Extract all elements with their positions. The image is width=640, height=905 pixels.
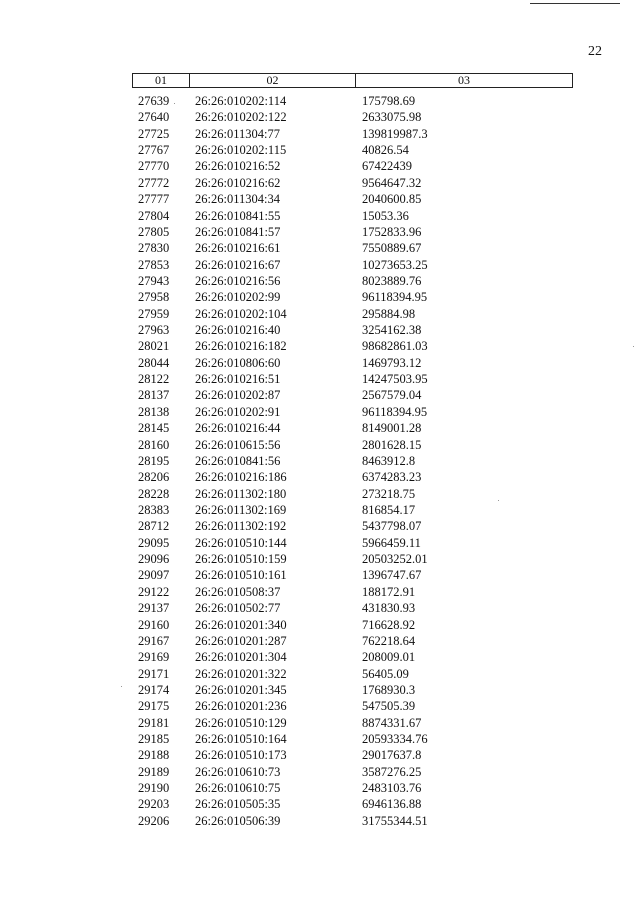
table-row: [132, 486, 573, 502]
table-row: [132, 747, 573, 763]
cell-cadastral-id: 26:26:010201:340: [195, 617, 287, 632]
cell-value: 1469793.12: [362, 355, 422, 370]
cell-cadastral-id: 26:26:010510:129: [195, 715, 287, 730]
cell-value: 96118394.95: [362, 404, 428, 419]
table-row: [132, 453, 573, 469]
cell-number: 28383: [138, 502, 170, 517]
top-rule: [530, 3, 620, 4]
cell-value: 40826.54: [362, 143, 409, 158]
cell-value: 2633075.98: [362, 110, 422, 125]
table-row: [132, 567, 573, 583]
cell-cadastral-id: 26:26:010615:56: [195, 437, 281, 452]
cell-cadastral-id: 26:26:010506:39: [195, 813, 281, 828]
cell-number: 29203: [138, 797, 170, 812]
cell-cadastral-id: 26:26:010216:51: [195, 372, 281, 387]
cell-number: 29160: [138, 617, 170, 632]
cell-number: 29095: [138, 535, 170, 550]
cell-value: 188172.91: [362, 584, 416, 599]
table-row: [132, 666, 573, 682]
cell-cadastral-id: 26:26:010841:57: [195, 224, 281, 239]
table-row: [132, 257, 573, 273]
cell-value: 56405.09: [362, 666, 409, 681]
table-row: [132, 371, 573, 387]
cell-number: 29096: [138, 552, 170, 567]
cell-number: 28195: [138, 453, 170, 468]
table-row: [132, 535, 573, 551]
cell-cadastral-id: 26:26:010202:104: [195, 306, 287, 321]
table-row: [132, 240, 573, 256]
cell-value: 20593334.76: [362, 732, 428, 747]
cell-number: 29206: [138, 813, 170, 828]
table-row: [132, 158, 573, 174]
cell-cadastral-id: 26:26:010201:345: [195, 682, 287, 697]
scan-speck: [498, 500, 499, 501]
cell-value: 3254162.38: [362, 323, 422, 338]
cell-cadastral-id: 26:26:010202:122: [195, 110, 287, 125]
cell-cadastral-id: 26:26:010508:37: [195, 584, 281, 599]
cell-number: 27830: [138, 241, 170, 256]
cell-value: 29017637.8: [362, 748, 422, 763]
table-row: [132, 764, 573, 780]
table-row: [132, 682, 573, 698]
cell-value: 15053.36: [362, 208, 409, 223]
table-row: [132, 518, 573, 534]
cell-number: 29174: [138, 682, 170, 697]
cell-number: 28044: [138, 355, 170, 370]
cell-number: 28137: [138, 388, 170, 403]
header-col-03: 03: [458, 73, 470, 87]
cell-number: 28160: [138, 437, 170, 452]
table-row: [132, 289, 573, 305]
cell-value: 175798.69: [362, 94, 416, 108]
table-row: [132, 813, 573, 829]
cell-value: 6374283.23: [362, 470, 422, 485]
cell-value: 67422439: [362, 159, 412, 174]
cell-value: 273218.75: [362, 486, 416, 501]
cell-value: 1752833.96: [362, 224, 422, 239]
cell-cadastral-id: 26:26:011302:180: [195, 486, 287, 501]
table-row: [132, 437, 573, 453]
cell-value: 31755344.51: [362, 813, 428, 828]
table-row: [132, 551, 573, 567]
cell-cadastral-id: 26:26:010201:322: [195, 666, 287, 681]
cell-value: 20503252.01: [362, 552, 428, 567]
table-row: [132, 126, 573, 142]
cell-value: 96118394.95: [362, 290, 428, 305]
scan-speck: [174, 103, 175, 104]
table-row: [132, 306, 573, 322]
cell-cadastral-id: 26:26:010610:75: [195, 781, 281, 796]
table-row: [132, 796, 573, 812]
cell-cadastral-id: 26:26:010216:61: [195, 241, 281, 256]
cell-cadastral-id: 26:26:010505:35: [195, 797, 281, 812]
cell-cadastral-id: 26:26:011302:169: [195, 502, 287, 517]
cell-cadastral-id: 26:26:010510:159: [195, 552, 287, 567]
cell-value: 295884.98: [362, 306, 416, 321]
cell-value: 14247503.95: [362, 372, 428, 387]
cell-value: 716628.92: [362, 617, 416, 632]
cell-value: 5437798.07: [362, 519, 422, 534]
cell-number: 28228: [138, 486, 170, 501]
cell-number: 29097: [138, 568, 170, 583]
table-row: [132, 698, 573, 714]
cell-number: 28138: [138, 404, 170, 419]
cell-number: 27958: [138, 290, 170, 305]
table-row: [132, 387, 573, 403]
cell-value: 2567579.04: [362, 388, 422, 403]
table-row: [132, 142, 573, 158]
cell-cadastral-id: 26:26:010216:62: [195, 175, 281, 190]
cell-cadastral-id: 26:26:010216:186: [195, 470, 287, 485]
cell-cadastral-id: 26:26:011304:77: [195, 126, 280, 141]
cell-cadastral-id: 26:26:010216:67: [195, 257, 281, 272]
cell-value: 8023889.76: [362, 273, 422, 288]
cell-number: 27767: [138, 143, 170, 158]
cell-number: 28145: [138, 421, 170, 436]
cell-number: 27772: [138, 175, 170, 190]
table-row: [132, 617, 573, 633]
cell-number: 27805: [138, 224, 170, 239]
cell-value: 8149001.28: [362, 421, 422, 436]
cell-value: 7550889.67: [362, 241, 422, 256]
cell-cadastral-id: 26:26:010841:55: [195, 208, 281, 223]
table-row: [132, 224, 573, 240]
cell-value: 8874331.67: [362, 715, 422, 730]
cell-cadastral-id: 26:26:010216:182: [195, 339, 287, 354]
cell-value: 2801628.15: [362, 437, 422, 452]
cell-cadastral-id: 26:26:010510:144: [195, 535, 287, 550]
cell-cadastral-id: 26:26:011304:34: [195, 192, 280, 207]
cell-cadastral-id: 26:26:010510:161: [195, 568, 287, 583]
cell-number: 29175: [138, 699, 170, 714]
scan-speck: [121, 686, 122, 687]
cell-value: 6946136.88: [362, 797, 422, 812]
cell-value: 762218.64: [362, 633, 416, 648]
page-number: 22: [588, 44, 602, 59]
cell-number: 29181: [138, 715, 170, 730]
cell-number: 29189: [138, 764, 170, 779]
cell-cadastral-id: 26:26:010502:77: [195, 601, 281, 616]
cell-number: 28021: [138, 339, 170, 354]
table-row: [132, 633, 573, 649]
cell-cadastral-id: 26:26:010202:114: [195, 94, 287, 108]
cell-value: 547505.39: [362, 699, 416, 714]
cell-cadastral-id: 26:26:010216:44: [195, 421, 281, 436]
cell-number: 27777: [138, 192, 170, 207]
table-row: [132, 175, 573, 191]
cell-value: 816854.17: [362, 502, 416, 517]
cell-cadastral-id: 26:26:010841:56: [195, 453, 281, 468]
table-row: [132, 109, 573, 125]
cell-number: 28712: [138, 519, 170, 534]
cell-number: 27770: [138, 159, 170, 174]
table-row: [132, 322, 573, 338]
table-row: [132, 355, 573, 371]
cell-number: 27943: [138, 273, 170, 288]
cell-value: 3587276.25: [362, 764, 422, 779]
scan-speck: [633, 346, 634, 347]
cell-number: 27959: [138, 306, 170, 321]
table-row: [132, 649, 573, 665]
cell-value: 8463912.8: [362, 453, 416, 468]
cell-value: 139819987.3: [362, 126, 428, 141]
table-row: [132, 731, 573, 747]
cell-number: 29190: [138, 781, 170, 796]
table-row: [132, 420, 573, 436]
cell-cadastral-id: 26:26:010216:52: [195, 159, 281, 174]
cell-number: 29122: [138, 584, 170, 599]
cell-cadastral-id: 26:26:010510:164: [195, 732, 287, 747]
table-row: [132, 273, 573, 289]
cell-number: 27640: [138, 110, 170, 125]
table-header: [132, 73, 573, 88]
table-row: [132, 338, 573, 354]
cell-number: 27804: [138, 208, 170, 223]
table-row: [132, 191, 573, 207]
cell-value: 2483103.76: [362, 781, 422, 796]
cell-number: 27725: [138, 126, 170, 141]
cell-cadastral-id: 26:26:010201:236: [195, 699, 287, 714]
cell-cadastral-id: 26:26:010202:115: [195, 143, 287, 158]
cell-number: 29185: [138, 732, 170, 747]
cell-number: 27963: [138, 323, 170, 338]
cell-value: 2040600.85: [362, 192, 422, 207]
cell-cadastral-id: 26:26:010201:304: [195, 650, 287, 665]
cell-number: 29188: [138, 748, 170, 763]
cell-number: 28206: [138, 470, 170, 485]
table-row: [132, 780, 573, 796]
table-row: [132, 93, 573, 109]
cell-value: 208009.01: [362, 650, 416, 665]
table-row: [132, 502, 573, 518]
table-body: [132, 93, 573, 829]
cell-value: 431830.93: [362, 601, 416, 616]
cell-number: 28122: [138, 372, 170, 387]
cell-cadastral-id: 26:26:010202:91: [195, 404, 281, 419]
cell-value: 1768930.3: [362, 682, 416, 697]
table-row: [132, 404, 573, 420]
cell-number: 27639: [138, 94, 170, 108]
table-row: [132, 208, 573, 224]
cell-number: 29171: [138, 666, 170, 681]
cell-cadastral-id: 26:26:010610:73: [195, 764, 281, 779]
cell-number: 29137: [138, 601, 170, 616]
header-col-01: 01: [133, 74, 190, 87]
table-row: [132, 469, 573, 485]
cell-number: 27853: [138, 257, 170, 272]
table-row: [132, 600, 573, 616]
cell-number: 29167: [138, 633, 170, 648]
cell-value: 9564647.32: [362, 175, 422, 190]
cell-value: 98682861.03: [362, 339, 428, 354]
cell-number: 29169: [138, 650, 170, 665]
cell-cadastral-id: 26:26:010216:56: [195, 273, 281, 288]
cell-cadastral-id: 26:26:010806:60: [195, 355, 281, 370]
table-row: [132, 715, 573, 731]
cell-cadastral-id: 26:26:010201:287: [195, 633, 287, 648]
cell-cadastral-id: 26:26:010510:173: [195, 748, 287, 763]
cell-cadastral-id: 26:26:010202:99: [195, 290, 281, 305]
cell-cadastral-id: 26:26:011302:192: [195, 519, 287, 534]
header-col-02: 02: [190, 74, 356, 87]
cell-cadastral-id: 26:26:010202:87: [195, 388, 281, 403]
cell-value: 1396747.67: [362, 568, 422, 583]
cell-value: 5966459.11: [362, 535, 421, 550]
cell-value: 10273653.25: [362, 257, 428, 272]
cell-cadastral-id: 26:26:010216:40: [195, 323, 281, 338]
table-row: [132, 584, 573, 600]
